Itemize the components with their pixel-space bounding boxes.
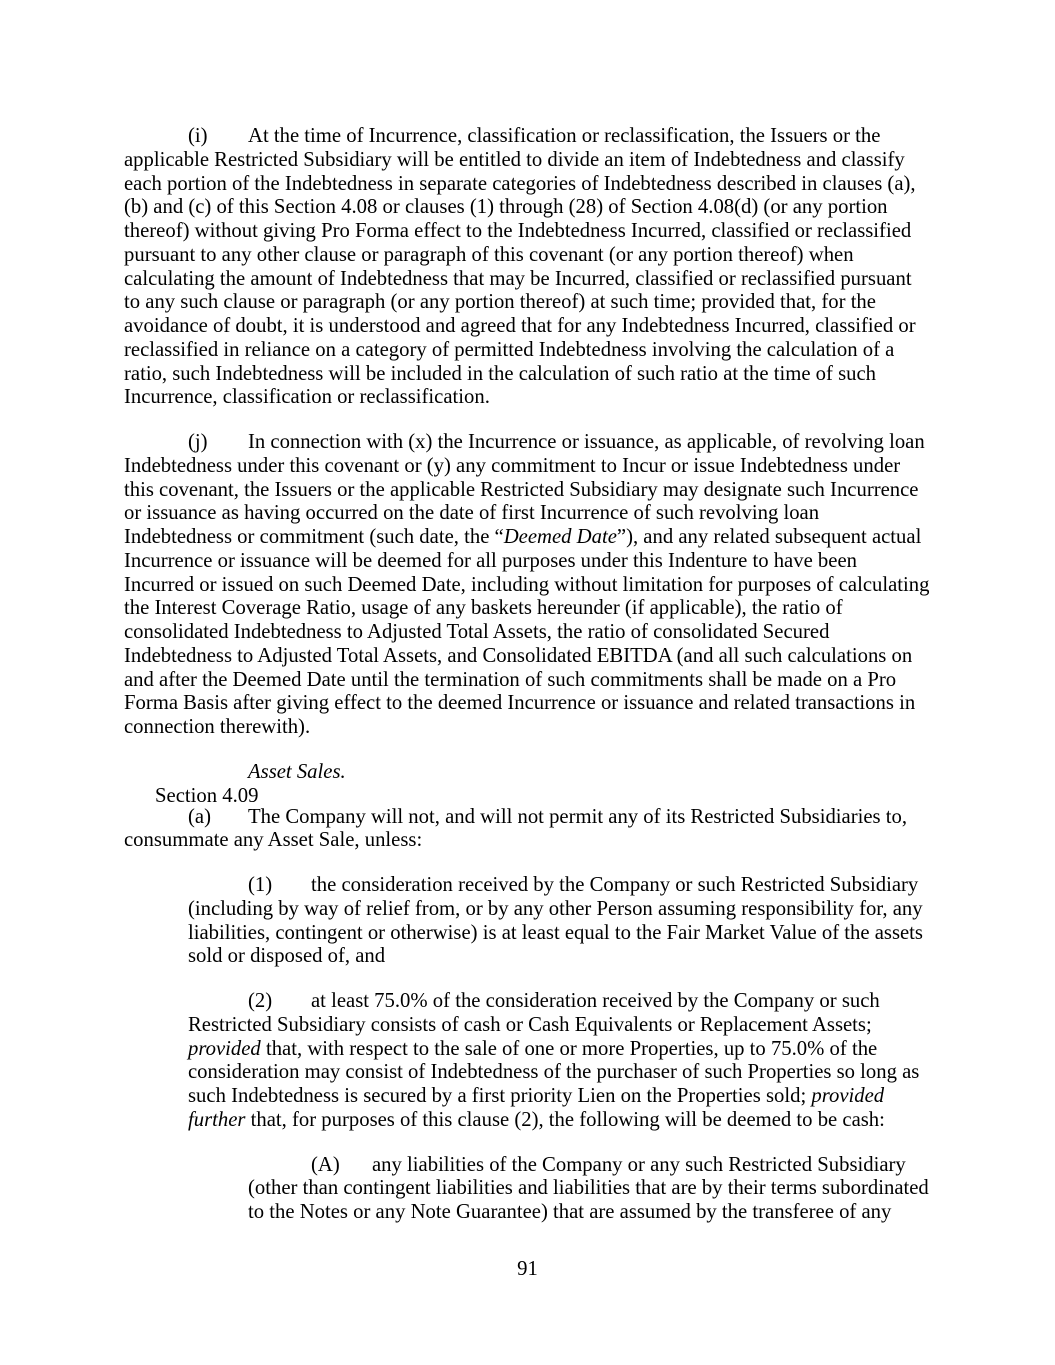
clause-label: (i) bbox=[188, 125, 208, 147]
text-line bbox=[124, 898, 944, 922]
line-text: each portion of the Indebtedness in separate categories of Indebtedness described in clauses (a), bbox=[124, 172, 916, 195]
clause-a bbox=[124, 806, 944, 854]
line-text: ”), and any related subsequent actual bbox=[616, 526, 922, 548]
text-line bbox=[124, 692, 944, 716]
line-text: Restricted Subsidiary consists of cash or Cash Equivalents or Replacement Assets; bbox=[188, 1013, 872, 1036]
line-text: consummate any Asset Sale, unless: bbox=[124, 829, 423, 852]
first-line bbox=[124, 990, 944, 1014]
first-line bbox=[124, 125, 944, 149]
text-line bbox=[124, 1109, 944, 1133]
page-number: 91 bbox=[517, 1258, 538, 1280]
text-line bbox=[124, 1085, 944, 1109]
text-line bbox=[124, 669, 944, 693]
line-text: to any such clause or paragraph (or any portion thereof) at such time; provided that, for the bbox=[124, 291, 876, 314]
text-line bbox=[124, 220, 944, 244]
text-line bbox=[124, 363, 944, 387]
clause-a-2 bbox=[124, 990, 944, 1133]
italic-text: Deemed Date bbox=[503, 526, 617, 548]
line-text: ratio, such Indebtedness will be included in the calculation of such ratio at the time of such bbox=[124, 362, 877, 385]
line-text: Forma Basis after giving effect to the deemed Incurrence or issuance and related transactions in bbox=[124, 692, 916, 715]
line-text: and after the Deemed Date until the termination of such commitments shall be made on a Pro bbox=[124, 668, 897, 691]
italic-text: provided bbox=[811, 1085, 885, 1107]
line-text: to the Notes or any Note Guarantee) that are assumed by the transferee of any bbox=[248, 1201, 892, 1223]
text-line bbox=[124, 315, 944, 339]
text-line bbox=[124, 479, 944, 503]
clause-label: (1) bbox=[248, 874, 273, 896]
text-line bbox=[124, 1201, 944, 1225]
clause-i bbox=[124, 125, 944, 410]
text-line bbox=[124, 149, 944, 173]
line-text: Indebtedness to Adjusted Total Assets, and Consolidated EBITDA (and all such calculations on bbox=[124, 644, 913, 667]
clause-a-1 bbox=[124, 874, 944, 969]
text-line bbox=[124, 829, 944, 853]
section-4-09-heading bbox=[124, 760, 944, 807]
line-text: thereof) without giving Pro Forma effect to the Indebtedness Incurred, classified or reclassified bbox=[124, 220, 912, 242]
text-line bbox=[124, 922, 944, 946]
first-line bbox=[124, 1154, 944, 1178]
line-text: At the time of Incurrence, classification or reclassification, the Issuers or the bbox=[248, 125, 881, 147]
line-text: or issuance as having occurred on the date of first Incurrence of such revolving loan bbox=[124, 502, 820, 525]
text-line bbox=[124, 621, 944, 645]
line-text: such Indebtedness is secured by a first priority Lien on the Properties sold; bbox=[188, 1085, 812, 1107]
line-text: that, with respect to the sale of one or more Properties, up to 75.0% of the bbox=[260, 1037, 878, 1060]
line-text: In connection with (x) the Incurrence or issuance, as applicable, of revolving loan bbox=[248, 431, 925, 453]
section-number: Section 4.09 bbox=[155, 784, 259, 807]
line-text: sold or disposed of, and bbox=[188, 945, 386, 968]
text-line bbox=[124, 716, 944, 740]
line-text: Indebtedness or commitment (such date, the “ bbox=[124, 526, 504, 548]
line-text: Indebtedness under this covenant or (y) any commitment to Incur or issue Indebtedness under bbox=[124, 454, 901, 477]
text-line bbox=[124, 945, 944, 969]
line-text: any liabilities of the Company or any such Restricted Subsidiary bbox=[372, 1153, 906, 1176]
text-line bbox=[124, 455, 944, 479]
line-text: reclassified in reliance on a category of permitted Indebtedness involving the calculation of a bbox=[124, 338, 895, 361]
text-line bbox=[124, 196, 944, 220]
line-text: Incurrence or issuance will be deemed for all purposes under this Indenture to have been bbox=[124, 549, 857, 572]
line-text: (other than contingent liabilities and liabilities that are by their terms subordinated bbox=[248, 1177, 929, 1200]
line-text: avoidance of doubt, it is understood and agreed that for any Indebtedness Incurred, classified or bbox=[124, 315, 916, 337]
text-line bbox=[124, 1014, 944, 1038]
text-line bbox=[124, 339, 944, 363]
clause-label: (A) bbox=[311, 1153, 340, 1176]
line-text: Incurrence, classification or reclassification. bbox=[124, 386, 490, 409]
line-text: connection therewith). bbox=[124, 716, 311, 738]
line-text: pursuant to any other clause or paragraph of this covenant (or any portion thereof) when bbox=[124, 243, 854, 266]
clause-label: (a) bbox=[188, 805, 211, 828]
line-text: consolidated Indebtedness to Adjusted Total Assets, the ratio of consolidated Secured bbox=[124, 621, 830, 643]
line-text: applicable Restricted Subsidiary will be entitled to divide an item of Indebtedness and classify bbox=[124, 148, 905, 171]
text-line bbox=[124, 574, 944, 598]
line-text: the consideration received by the Company or such Restricted Subsidiary bbox=[311, 874, 919, 896]
text-line bbox=[124, 291, 944, 315]
text-line bbox=[124, 645, 944, 669]
first-line bbox=[124, 874, 944, 898]
line-text: this covenant, the Issuers or the applicable Restricted Subsidiary may designate such Incurrence bbox=[124, 478, 919, 501]
section-title: Asset Sales. bbox=[248, 760, 346, 783]
clause-label: (2) bbox=[248, 990, 273, 1012]
text-line bbox=[124, 1038, 944, 1062]
text-line bbox=[124, 1061, 944, 1085]
text-line bbox=[124, 244, 944, 268]
clause-j bbox=[124, 431, 944, 740]
line-text: consideration may consist of Indebtedness of the purchaser of such Properties so long as bbox=[188, 1061, 920, 1084]
text-line bbox=[124, 597, 944, 621]
line-text: (b) and (c) of this Section 4.08 or clauses (1) through (28) of Section 4.08(d) (or any portion bbox=[124, 196, 888, 219]
text-line bbox=[124, 1177, 944, 1201]
text-line bbox=[124, 550, 944, 574]
line-text: that, for purposes of this clause (2), the following will be deemed to be cash: bbox=[245, 1108, 885, 1131]
text-line bbox=[124, 173, 944, 197]
italic-text: further bbox=[188, 1108, 246, 1131]
text-line bbox=[124, 268, 944, 292]
clause-a-2-A bbox=[124, 1154, 944, 1225]
line-text: at least 75.0% of the consideration received by the Company or such bbox=[311, 990, 880, 1012]
body-text bbox=[124, 125, 944, 1246]
line-text: Incurred or issued on such Deemed Date, including without limitation for purposes of calculating bbox=[124, 573, 930, 596]
clause-label: (j) bbox=[188, 431, 208, 453]
text-line bbox=[124, 526, 944, 550]
text-line bbox=[124, 502, 944, 526]
italic-text: provided bbox=[188, 1037, 261, 1060]
line-text: (including by way of relief from, or by any other Person assuming responsibility for, any bbox=[188, 897, 923, 920]
line-text: liabilities, contingent or otherwise) is at least equal to the Fair Market Value of the assets bbox=[188, 921, 923, 944]
first-line bbox=[124, 431, 944, 455]
line-text: The Company will not, and will not permit any of its Restricted Subsidiaries to, bbox=[248, 805, 908, 828]
first-line bbox=[124, 806, 944, 830]
text-line bbox=[124, 386, 944, 410]
line-text: the Interest Coverage Ratio, usage of any baskets hereunder (if applicable), the ratio of bbox=[124, 597, 843, 620]
line-text: calculating the amount of Indebtedness that may be Incurred, classified or reclassified pursuant bbox=[124, 267, 912, 290]
